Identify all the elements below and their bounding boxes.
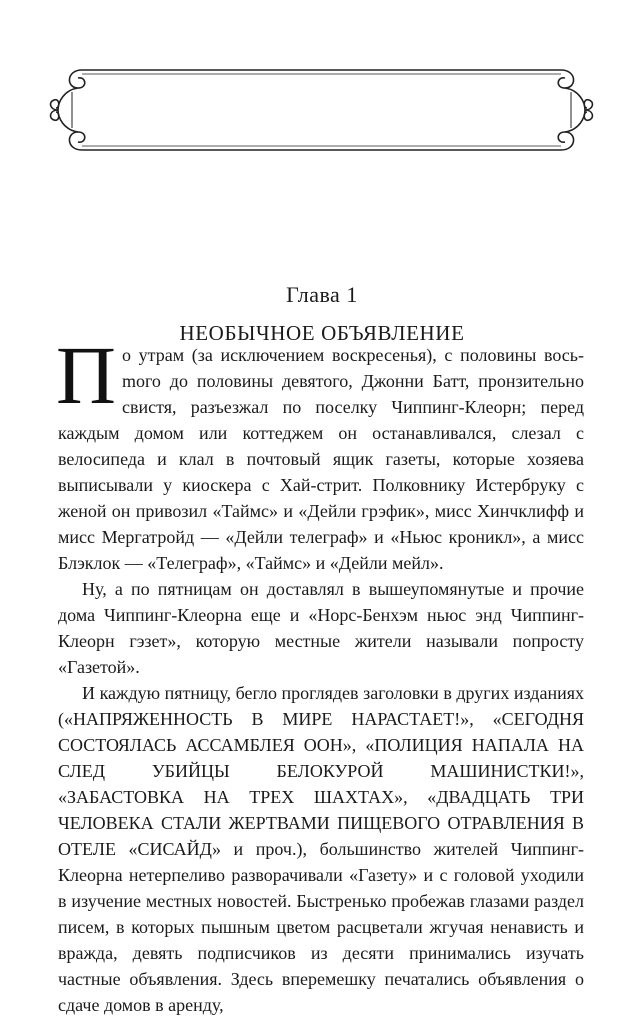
paragraph: Ну, а по пятницам он доставлял в вышеупомянутые и прочие дома Чиппинг-Клеорна еще и «Норс-Бенхэм ньюс энд Чиппинг-Клеорн гэзет», которую местные жители называли попросту «Газетой». — [58, 579, 584, 677]
paragraph-text: о утрам (за исключением воскресенья), с половины восьmого до половины девятого, Джонни Батт, пронзительно свистя, разъезжал по поселку Чиппинг-Клеорн; перед каждым домом или коттеджем он останавливался, слезал с велосипеда и клал в почтовый ящик газеты, которые хозяева выписывали у киоскера с Хай-стрит. Полковнику Истербруку с женой он привозил «Таймс» и «Дейли грэфик», мисс Хинчклифф и мисс Мергатройд — «Дейли телеграф» и «Ньюс кроникл», а мисс Блэклок — «Телеграф», «Таймс» и «Дейли мейл». — [58, 345, 584, 573]
chapter-number: Глава 1 — [286, 282, 358, 307]
ornamental-frame — [44, 62, 599, 158]
drop-cap: П — [56, 329, 116, 421]
chapter-title: НЕОБЫЧНОЕ ОБЪЯВЛЕНИЕ — [179, 321, 465, 345]
chapter-heading — [60, 278, 584, 350]
paragraph: И каждую пятницу, бегло проглядев заголовки в других изданиях («НАПРЯЖЕННОСТЬ В МИРЕ НАРАСТАЕТ!», «СЕГОДНЯ СОСТОЯЛАСЬ АССАМБЛЕЯ ООН», «ПОЛИЦИЯ НАПАЛА НА СЛЕД УБИЙЦЫ БЕЛОКУРОЙ МАШИНИСТКИ!», «ЗАБАСТОВКА НА ТРЕХ ШАХТАХ», «ДВАДЦАТЬ ТРИ ЧЕЛОВЕКА СТАЛИ ЖЕРТВАМИ ПИЩЕВОГО ОТРАВЛЕНИЯ В ОТЕЛЕ «СИСАЙД» и проч.), большинство жителей Чиппинг-Клеорна нетерпеливо разворачивали «Газету» и с головой уходили в изучение местных новостей. Быстренько пробежав глазами раздел писем, в которых пышным цветом расцветали жгучая ненависть и вражда, девять подписчиков из десяти принимались изучать частные объявления. Здесь вперемешку печатались объявления о сдаче домов в аренду, — [58, 683, 584, 1015]
